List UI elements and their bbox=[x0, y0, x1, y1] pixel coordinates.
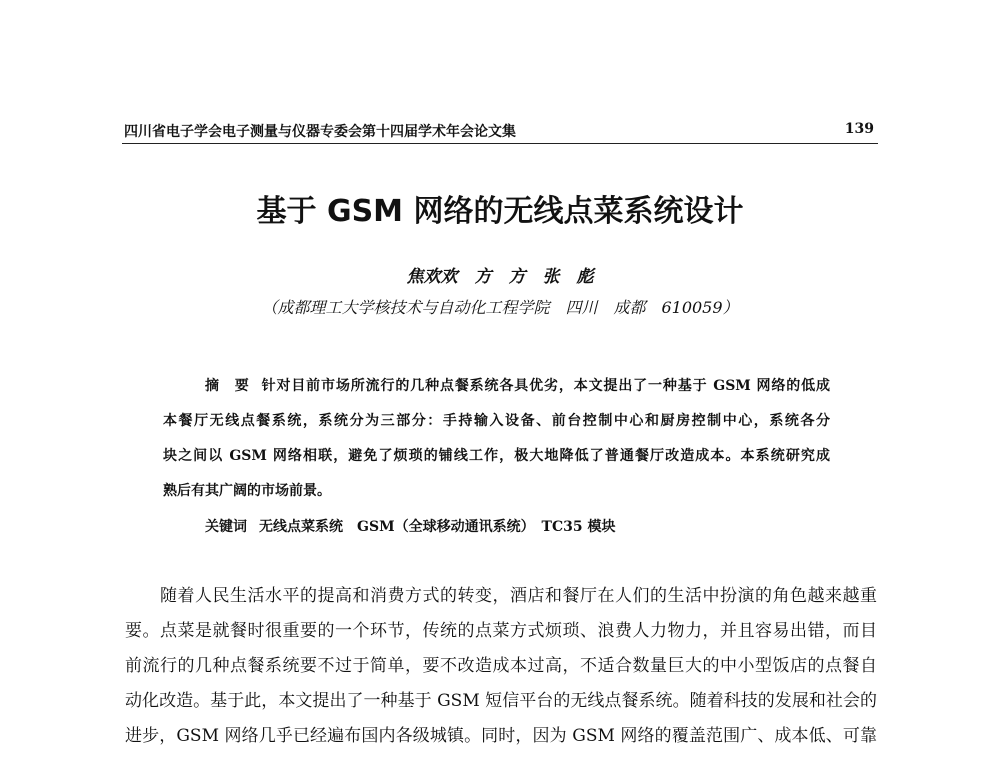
body-line: 进步，GSM 网络几乎已经遍布国内各级城镇。同时，因为 GSM 网络的覆盖范围广、成本低、可靠 bbox=[125, 726, 877, 746]
journal-name: 四川省电子学会电子测量与仪器专委会第十四届学术年会论文集 bbox=[124, 124, 516, 140]
page-number: 139 bbox=[844, 121, 874, 137]
body-line: 要。点菜是就餐时很重要的一个环节，传统的点菜方式烦琐、浪费人力物力，并且容易出错，而目 bbox=[125, 621, 877, 641]
abstract-line: 熟后有其广阔的市场前景。 bbox=[163, 483, 331, 499]
abstract-label: 摘 要 bbox=[205, 378, 250, 394]
abstract-text: 针对目前市场所流行的几种点餐系统各具优劣，本文提出了一种基于 GSM 网络的低成 bbox=[261, 378, 830, 394]
body-line: 动化改造。基于此，本文提出了一种基于 GSM 短信平台的无线点餐系统。随着科技的发展和社会的 bbox=[125, 691, 877, 711]
paper-title: 基于 GSM 网络的无线点菜系统设计 bbox=[256, 194, 744, 229]
body-line: 前流行的几种点餐系统要不过于简单，要不改造成本过高，不适合数量巨大的中小型饭店的点餐自 bbox=[125, 656, 877, 676]
keywords-label: 关键词 bbox=[205, 519, 247, 535]
abstract-line bbox=[205, 375, 830, 395]
header-rule bbox=[122, 143, 878, 144]
keywords bbox=[205, 516, 615, 536]
authors: 焦欢欢 方 方 张 彪 bbox=[406, 267, 594, 287]
abstract-line: 块之间以 GSM 网络相联，避免了烦琐的铺线工作，极大地降低了普通餐厅改造成本。本系统研究成 bbox=[163, 448, 830, 464]
affiliation: （成都理工大学核技术与自动化工程学院 四川 成都 610059） bbox=[261, 298, 739, 317]
keywords-text: 无线点菜系统 GSM（全球移动通讯系统） TC35 模块 bbox=[259, 519, 616, 535]
body-line: 随着人民生活水平的提高和消费方式的转变，酒店和餐厅在人们的生活中扮演的角色越来越重 bbox=[160, 586, 877, 606]
abstract-line: 本餐厅无线点餐系统，系统分为三部分：手持输入设备、前台控制中心和厨房控制中心，系统各分 bbox=[163, 413, 830, 429]
running-header bbox=[124, 121, 876, 141]
